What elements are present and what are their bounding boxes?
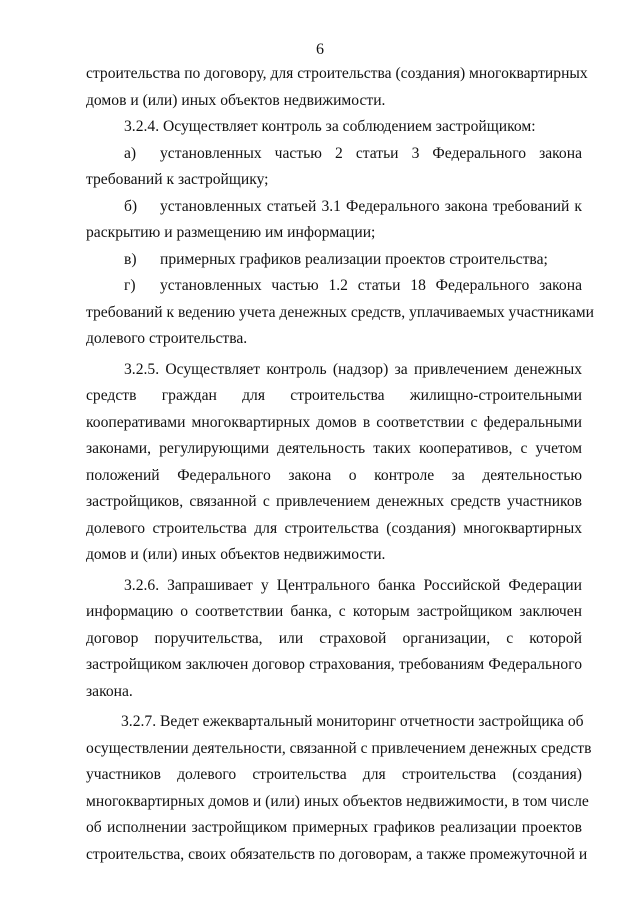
text-line: установленных статьей 3.1 Федерального закона требований к: [160, 197, 582, 215]
text-line: требований к застройщику;: [86, 171, 269, 188]
text-line: застройщиков, связанной с привлечением денежных средств участников: [86, 493, 582, 510]
text-line: установленных частью 2 статьи 3 Федерального закона: [160, 144, 582, 162]
text-line: осуществлении деятельности, связанной с привлечением денежных средств: [86, 739, 592, 757]
text-line: 3.2.4. Осуществляет контроль за соблюдением застройщиком:: [124, 118, 536, 135]
paragraph-3-2-7: [86, 709, 592, 868]
text-line: требований к ведению учета денежных средств, уплачиваемых участниками: [86, 303, 594, 321]
text-line: 3.2.6. Запрашивает у Центрального банка Российской Федерации: [124, 576, 582, 594]
list-item-g: [86, 273, 594, 353]
list-item-v: [86, 247, 582, 274]
text-line: долевого строительства для строительства (создания) многоквартирных: [86, 519, 582, 537]
paragraph-3-2-4: [86, 114, 582, 141]
list-marker: б): [124, 197, 138, 215]
text-line: застройщиком заключен договор страхования, требованиям Федерального: [86, 656, 582, 673]
text-line: строительства по договору, для строительства (создания) многоквартирных: [86, 65, 588, 82]
text-line: домов и (или) иных объектов недвижимости.: [86, 546, 386, 563]
text-line: об исполнении застройщиком примерных графиков реализации проектов: [86, 819, 582, 836]
text-line: домов и (или) иных объектов недвижимости.: [86, 91, 386, 109]
document-body: [86, 61, 594, 868]
list-item-b: [86, 194, 582, 247]
text-line: законами, регулирующими деятельность таких кооперативов, с учетом: [86, 440, 582, 457]
text-line: закона.: [86, 682, 133, 700]
text-line: примерных графиков реализации проектов строительства;: [160, 250, 548, 268]
text-line: участников долевого строительства для строительства (создания): [86, 766, 582, 783]
text-line: положений Федерального закона о контроле за деятельностью: [86, 466, 582, 484]
text-line: долевого строительства.: [86, 330, 248, 347]
list-marker: в): [124, 250, 137, 268]
text-line: 3.2.7. Ведет ежеквартальный мониторинг отчетности застройщика об: [121, 713, 584, 730]
text-line: раскрытию и размещению им информации;: [86, 224, 376, 241]
paragraph-continuation: [86, 61, 588, 114]
text-line: договор поручительства, или страховой организации, с которой: [86, 629, 582, 647]
text-line: информацию о соответствии банка, с которым застройщиком заключен: [86, 603, 582, 620]
list-marker: г): [124, 277, 136, 294]
text-line: средств граждан для строительства жилищно-строительными: [86, 387, 582, 404]
text-line: 3.2.5. Осуществляет контроль (надзор) за привлечением денежных: [124, 360, 582, 378]
list-marker: а): [124, 144, 137, 162]
list-item-a: [86, 141, 582, 194]
text-line: многоквартирных домов и (или) иных объектов недвижимости, в том числе: [86, 792, 589, 810]
text-line: кооперативами многоквартирных домов в соответствии с федеральными: [86, 413, 582, 431]
paragraph-3-2-5: [86, 357, 582, 569]
text-line: строительства, своих обязательств по договорам, а также промежуточной и: [86, 845, 588, 863]
paragraph-3-2-6: [86, 573, 582, 706]
page-number: 6: [316, 41, 324, 58]
text-line: установленных частью 1.2 статьи 18 Федерального закона: [160, 277, 582, 294]
